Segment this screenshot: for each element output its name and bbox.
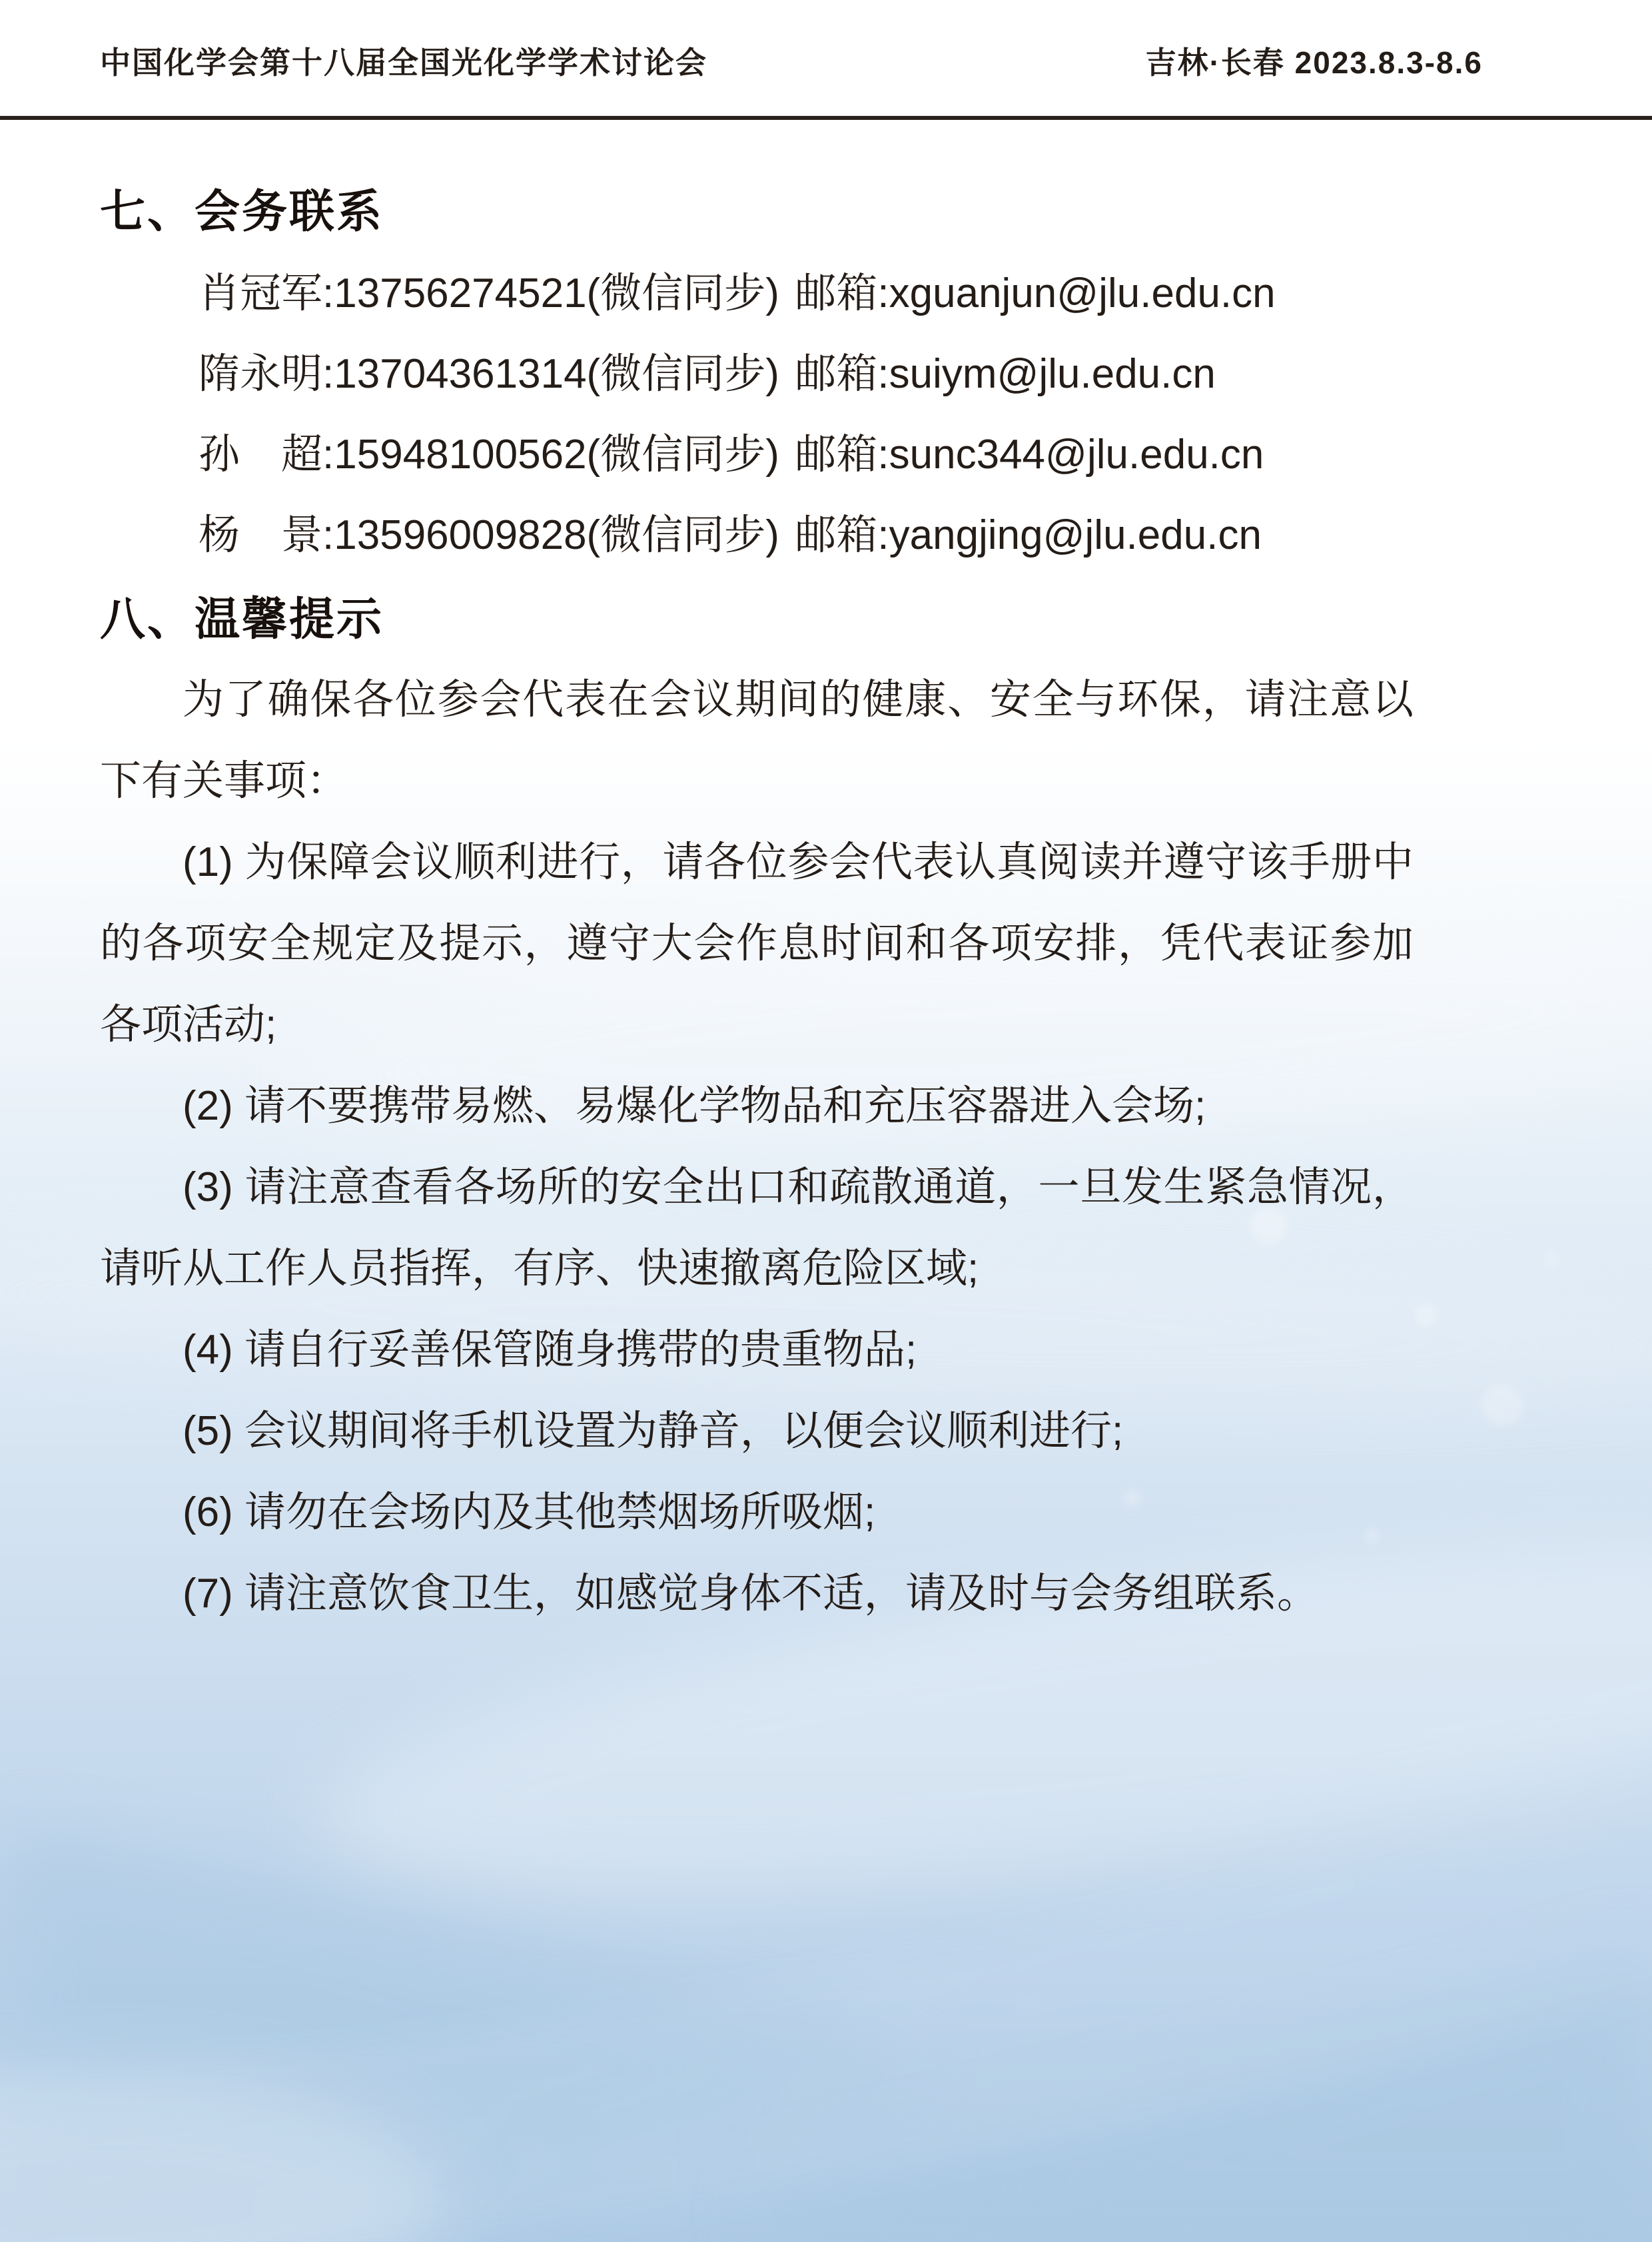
contact-wechat-note: (微信同步) bbox=[586, 512, 779, 558]
contact-email-address: yangjing@jlu.edu.cn bbox=[889, 512, 1262, 558]
tips-item-7: (7) 请注意饮食卫生，如感觉身体不适，请及时与会务组联系。 bbox=[183, 1571, 1319, 1617]
contact-colon: : bbox=[322, 351, 334, 397]
contact-line bbox=[100, 334, 1414, 414]
contact-line bbox=[100, 253, 1414, 334]
tips-body bbox=[100, 659, 1414, 1635]
section-heading-contacts: 七、会务联系 bbox=[100, 187, 384, 237]
contact-wechat-note: (微信同步) bbox=[586, 270, 779, 316]
contact-email-label: 邮箱: bbox=[795, 512, 889, 558]
contact-colon: : bbox=[322, 270, 334, 316]
contact-phone: 13756274521 bbox=[334, 270, 587, 316]
section-heading-tips: 八、温馨提示 bbox=[100, 594, 384, 645]
contact-phone: 13704361314 bbox=[334, 351, 587, 397]
contact-email-label: 邮箱: bbox=[795, 351, 889, 397]
contact-phone: 13596009828 bbox=[334, 512, 587, 558]
tips-item-6: (6) 请勿在会场内及其他禁烟场所吸烟; bbox=[183, 1489, 876, 1535]
contact-wechat-note: (微信同步) bbox=[586, 432, 779, 478]
contact-email-label: 邮箱: bbox=[795, 270, 889, 316]
contact-list bbox=[100, 253, 1414, 575]
tips-item-2: (2) 请不要携带易燃、易爆化学物品和充压容器进入会场; bbox=[183, 1083, 1206, 1129]
contact-phone: 15948100562 bbox=[334, 432, 587, 478]
contact-email-address: xguanjun@jlu.edu.cn bbox=[889, 270, 1276, 316]
contact-line bbox=[100, 414, 1414, 495]
tips-item-3: (3) 请注意查看各场所的安全出口和疏散通道，一旦发生紧急情况，请听从工作人员指挥，有序、快速撤离危险区域; bbox=[100, 1164, 1414, 1292]
contact-colon: : bbox=[322, 512, 334, 558]
contact-email bbox=[795, 512, 1262, 558]
tips-intro: 为了确保各位参会代表在会议期间的健康、安全与环保，请注意以下有关事项： bbox=[100, 677, 1414, 804]
contact-email-address: sunc344@jlu.edu.cn bbox=[889, 432, 1264, 478]
contact-email-address: suiym@jlu.edu.cn bbox=[889, 351, 1216, 397]
header-location-date: 吉林·长春 2023.8.3-8.6 bbox=[1145, 45, 1483, 80]
header-conference-title: 中国化学会第十八届全国光化学学术讨论会 bbox=[100, 45, 707, 80]
contact-name: 孙 超 bbox=[199, 432, 323, 478]
contact-email bbox=[795, 270, 1275, 316]
contact-colon: : bbox=[322, 432, 334, 478]
contact-wechat-note: (微信同步) bbox=[586, 351, 779, 397]
tips-item-4: (4) 请自行妥善保管随身携带的贵重物品; bbox=[183, 1327, 917, 1373]
contact-line bbox=[100, 495, 1414, 575]
tips-item-5: (5) 会议期间将手机设置为静音，以便会议顺利进行; bbox=[183, 1408, 1124, 1454]
contact-name: 杨 景 bbox=[199, 512, 323, 558]
page-header bbox=[0, 0, 1652, 81]
contact-email-label: 邮箱: bbox=[795, 432, 889, 478]
contact-email bbox=[795, 432, 1264, 478]
contact-name: 隋永明 bbox=[199, 351, 323, 397]
contact-email bbox=[795, 351, 1215, 397]
tips-item-1: (1) 为保障会议顺利进行，请各位参会代表认真阅读并遵守该手册中的各项安全规定及提示，遵守大会作息时间和各项安排，凭代表证参加各项活动; bbox=[100, 839, 1414, 1048]
contact-name: 肖冠军 bbox=[199, 270, 323, 316]
